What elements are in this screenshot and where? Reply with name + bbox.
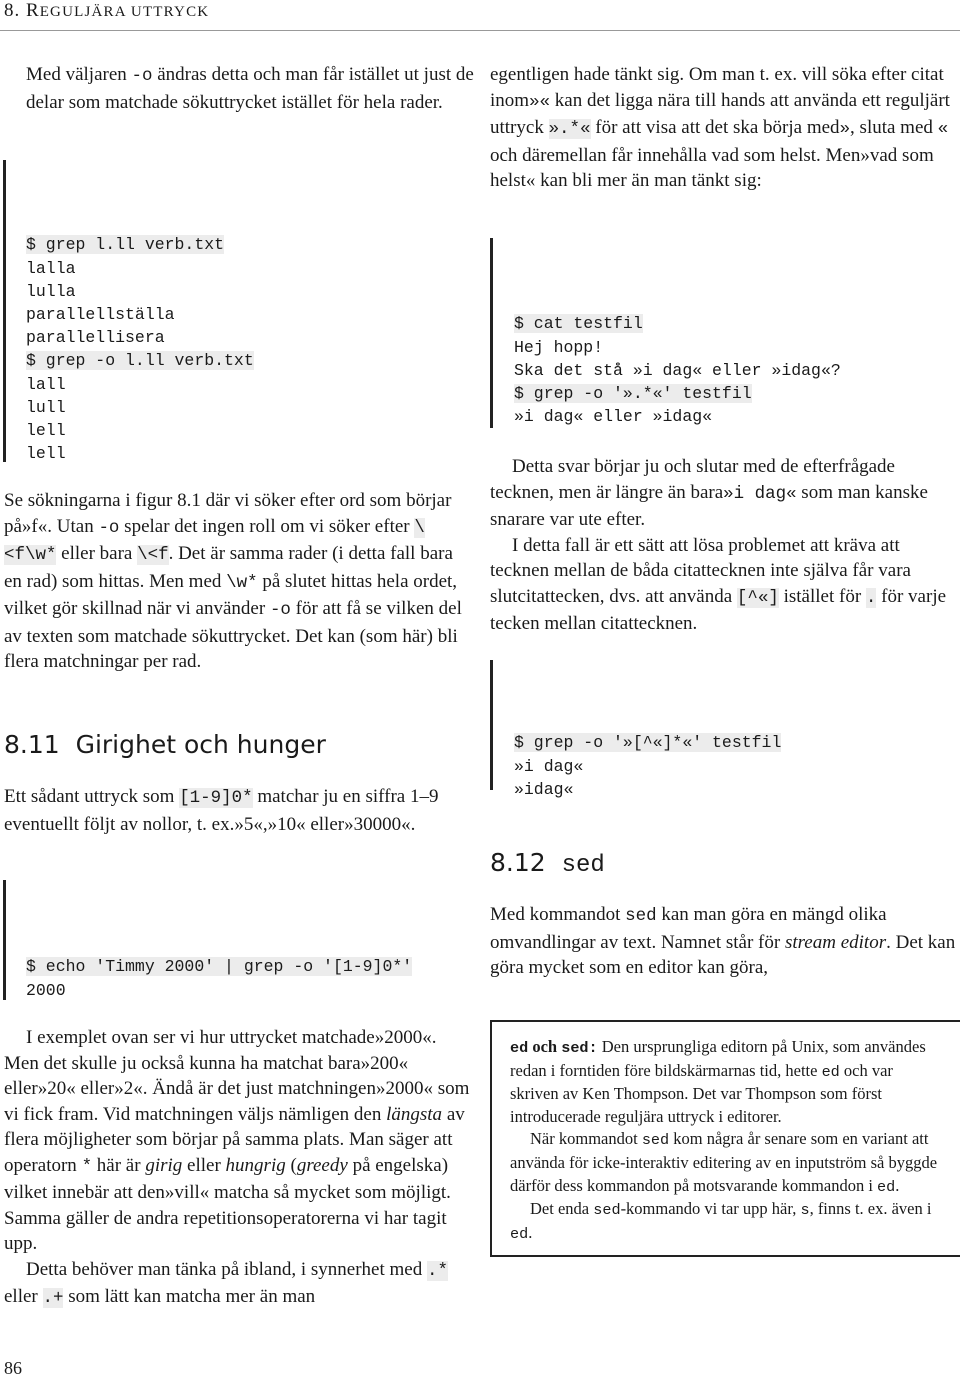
paragraph-answer: Detta svar börjar ju och slutar med de efterfrågade tecknen, men är längre än bara»i dag« som man kanske snarare var ute efter. I detta fall är ett sätt att lösa problemet att kräva att tecknen mellan de båda citattecknen inte själva får vara slutcitattecken, dvs. att använda [^«] istället för . för varje tecken mellan citattecknen. xyxy=(490,456,947,634)
section-number: 8.11 xyxy=(4,730,60,759)
page-number: 86 xyxy=(4,1358,22,1378)
code-block-testfil: $ cat testfil Hej hopp! Ska det stå »i dag« eller »idag«? $ grep -o '».*«' testfil »i dag« eller »idag« xyxy=(514,314,841,427)
paragraph-digit-expression: Ett sådant uttryck som [1-9]0* matchar ju en siffra 1–9 eventuellt följt av nollor, t. ex.»5«,»10« eller»30000«. xyxy=(4,786,439,835)
paragraph-sed-intro: Med kommandot sed kan man göra en mängd olika omvandlingar av text. Namnet står för stream editor. Det kan göra mycket som en editor kan göra, xyxy=(490,904,956,978)
paragraph-quote-search: egentligen hade tänkt sig. Om man t. ex. vill söka efter citat inom»« kan det ligga nära till hands att använda ett reguljärt uttryck ».*« för att visa att det ska börja med», sluta med « och däremellan får innehålla vad som helst. Men»vad som helst« kan bli mer än man tänkt sig: xyxy=(490,64,950,191)
chapter-number: 8. xyxy=(4,0,21,21)
running-head-rule xyxy=(0,30,960,31)
section-heading-8-11 xyxy=(4,730,326,759)
paragraph-figure-ref: Se sökningarna i figur 8.1 där vi söker efter ord som börjar på»f«. Utan -o spelar det ingen roll om vi söker efter \<f\w* eller bara \<f. Det är samma rader (i detta fall bara en rad) som hittas. Men med \w* på slutet hittas hela ordet, vilket gör skillnad när vi använder -o för att få se vilken del av texten som matchade sökuttrycket. Det kan (som här) bli flera matchningar per rad. xyxy=(4,490,462,672)
code-block-grep-class: $ grep -o '»[^«]*«' testfil »i dag« »idag« xyxy=(514,733,782,799)
code-block-bar xyxy=(3,160,6,462)
section-title: Girighet och hunger xyxy=(75,730,326,759)
code-block-bar xyxy=(490,238,493,428)
chapter-title-rest: EGULJÄRA UTTRYCK xyxy=(39,4,210,20)
sidebar-ed-sed: ed och sed: Den ursprungliga editorn på Unix, som användes redan i forntiden före bildskärmarnas tid, hette ed och var skriven av Ken Thompson. Det var Thompson som först introducerade reguljära uttryck i editorer. När kommandot sed kom några år senare som en variant att använda för icke-interaktiv editering av en inputström så byggde därför dess kommandon på motsvarande kommandon i ed. Det enda sed-kommando vi tar upp här, s, finns t. ex. även i ed. xyxy=(490,1020,960,1257)
section-title: sed xyxy=(561,852,605,879)
code-block-grep-verb: $ grep l.ll verb.txt lalla lulla parallellställa parallellisera $ grep -o l.ll verb.txt lall lull lell lell xyxy=(26,235,254,464)
chapter-title-initial: R xyxy=(26,0,40,21)
section-number: 8.12 xyxy=(490,848,546,877)
code-block-echo-timmy: $ echo 'Timmy 2000' | grep -o '[1-9]0*' 2000 xyxy=(26,957,413,1000)
section-heading-8-12 xyxy=(490,848,605,879)
code-block-bar xyxy=(3,880,6,1000)
paragraph-greedy: I exemplet ovan ser vi hur uttrycket matchade»2000«. Men det skulle ju också kunna ha matchat bara»200« eller»20« eller»2«. Ändå är det just matchningen»2000« som vi fick fram. Vid matchningen väljs nämligen den längsta av flera möjligheter som börjar på samma plats. Man säger att operatorn * här är girig eller hungrig (greedy på engelska) vilket innebär att den»vill« matcha så mycket som möjligt. Samma gäller de andra repetitionsoperatorerna vi har tagit upp. Detta behöver man tänka på ibland, i synnerhet med .* eller .+ som lätt kan matcha mer än man xyxy=(4,1027,470,1308)
code-block-bar xyxy=(490,660,493,790)
paragraph-o-option: Med väljaren -o ändras detta och man får istället ut just de delar som matchade sökuttrycket istället för hela rader. xyxy=(26,64,474,113)
running-head xyxy=(4,0,209,22)
